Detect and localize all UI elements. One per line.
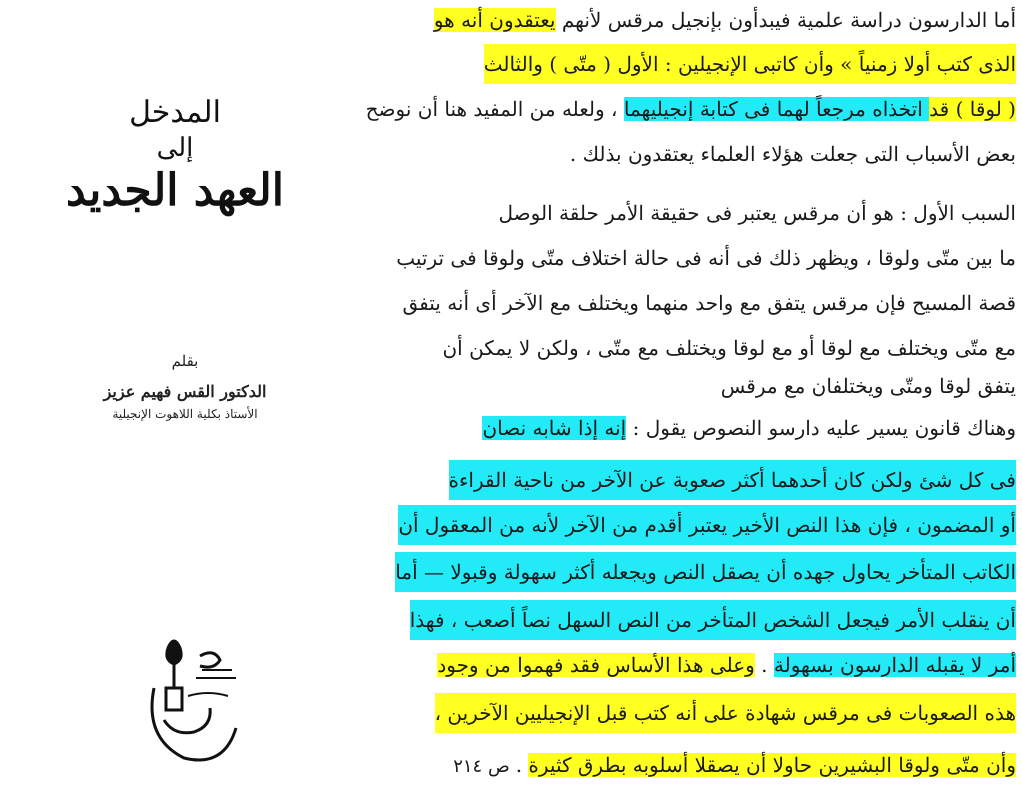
text-line-highlighted: فى كل شئ ولكن كان أحدهما أكثر صعوبة عن الآخر من ناحية القراءة <box>449 460 1016 500</box>
text-line <box>482 408 1016 448</box>
highlight-yellow: ( لوقا ) قد <box>929 97 1016 121</box>
cover-title-line1: المدخل <box>129 95 221 130</box>
text-line <box>434 0 1016 40</box>
highlight-cyan: اتخذاه مرجعاً لهما فى كتابة إنجيليهما <box>623 97 930 121</box>
text-line: قصة المسيح فإن مرقس يتفق مع واحد منهما ويختلف مع الآخر أى أنه يتفق <box>402 291 1016 315</box>
document-page <box>355 0 1022 795</box>
text-line-highlighted: أن ينقلب الأمر فيجعل الشخص المتأخر من النص السهل نصاً أصعب ، فهذا <box>410 600 1016 640</box>
highlight-yellow: وأن متّى ولوقا البشيرين حاولا أن يصقلا أسلوبه بطرق كثيرة <box>528 753 1016 777</box>
book-cover <box>0 0 350 795</box>
page-reference: ص ٢١٤ <box>453 756 510 777</box>
text-line-highlighted: الكاتب المتأخر يحاول جهده أن يصقل النص ويجعله أكثر سهولة وقبولا — أما <box>395 552 1016 592</box>
cover-title-line2: إلى <box>156 133 194 163</box>
text-line <box>453 745 1016 785</box>
text-line <box>437 645 1016 685</box>
text-line: مع متّى ويختلف مع لوقا أو مع لوقا ويختلف مع متّى ، ولكن لا يمكن أن <box>442 336 1016 360</box>
cover-author: الدكتور القس فهيم عزيز <box>103 382 267 401</box>
highlight-cyan: أمر لا يقبله الدارسون بسهولة <box>773 653 1016 677</box>
text-segment: . <box>754 653 774 677</box>
text-line-highlighted: هذه الصعوبات فى مرقس شهادة على أنه كتب قبل الإنجيليين الآخرين ، <box>435 693 1016 733</box>
text-line: ما بين متّى ولوقا ، ويظهر ذلك فى أنه فى حالة اختلاف متّى ولوقا فى ترتيب <box>396 246 1016 270</box>
highlight-yellow: يعتقدون أنه هو <box>433 8 556 32</box>
cover-title-line3: العهد الجديد <box>65 165 285 216</box>
text-line: السبب الأول : هو أن مرقس يعتبر فى حقيقة الأمر حلقة الوصل <box>498 201 1016 225</box>
text-line-highlighted: الذى كتب أولا زمنياً » وأن كاتبى الإنجيلين : الأول ( متّى ) والثالث <box>484 44 1016 84</box>
text-segment: وهناك قانون يسير عليه دارسو النصوص يقول : <box>626 416 1016 440</box>
text-segment: ، ولعله من المفيد هنا أن نوضح <box>365 97 624 121</box>
publisher-logo-icon <box>140 628 250 768</box>
highlight-yellow: وعلى هذا الأساس فقد فهموا من وجود <box>437 653 755 677</box>
cover-affiliation: الأستاذ بكلية اللاهوت الإنجيلية <box>112 407 258 421</box>
text-line-highlighted: أو المضمون ، فإن هذا النص الأخير يعتبر أقدم من الآخر لأنه من المعقول أن <box>398 505 1016 545</box>
text-line: بعض الأسباب التى جعلت هؤلاء العلماء يعتقدون بذلك . <box>569 142 1016 166</box>
text-line: يتفق لوقا ومتّى ويختلفان مع مرقس <box>720 374 1016 398</box>
highlight-cyan: إنه إذا شابه نصان <box>482 416 627 440</box>
cover-by-label: بقلم <box>171 352 199 370</box>
text-segment: أما الدارسون دراسة علمية فيبدأون بإنجيل مرقس لأنهم <box>555 8 1016 32</box>
text-segment: . <box>515 753 529 777</box>
text-line <box>366 89 1016 129</box>
